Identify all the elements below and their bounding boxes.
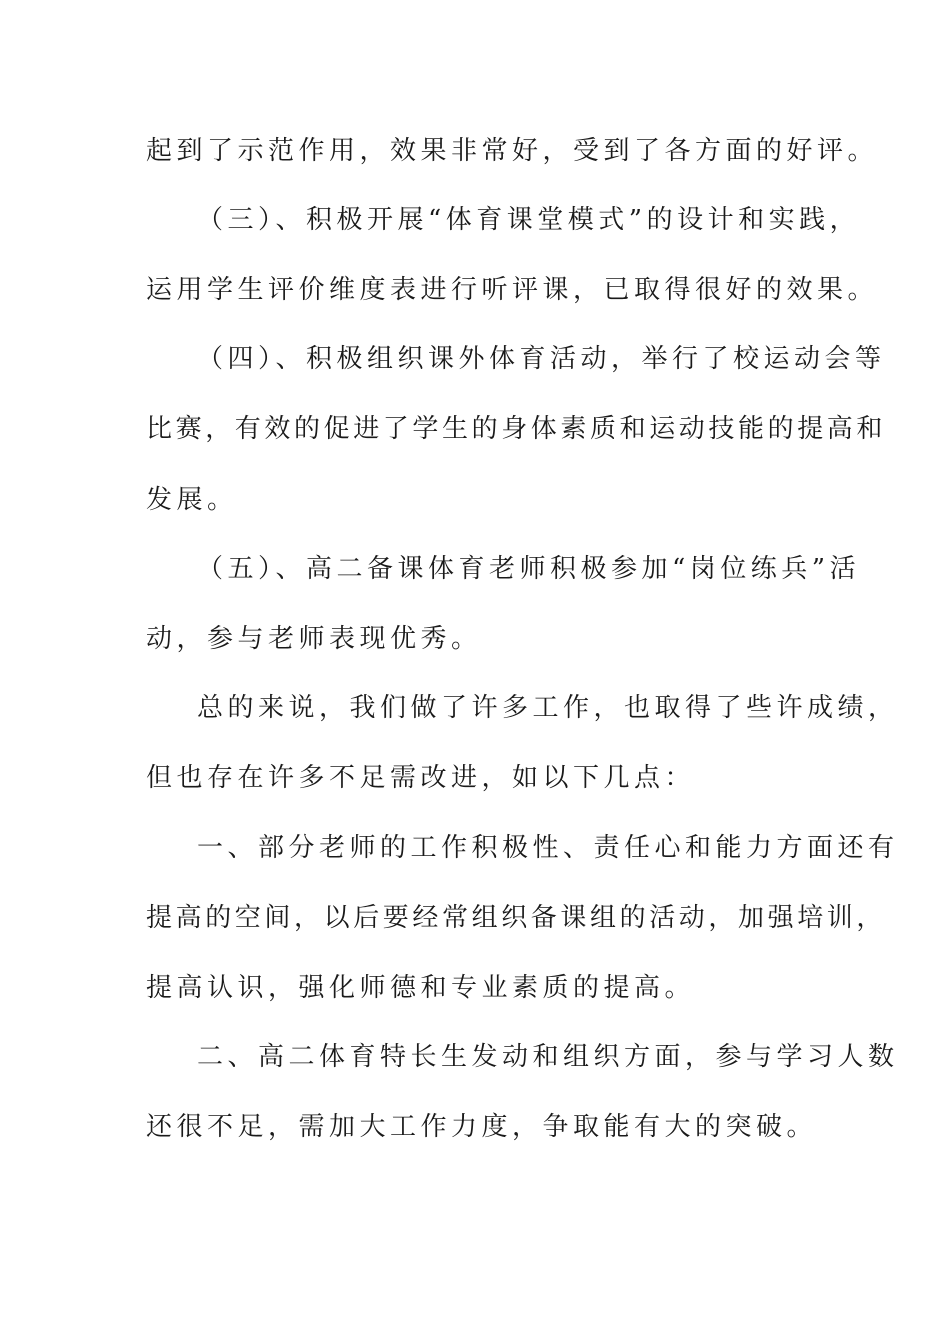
text-line-14: 二、高二体育特长生发动和组织方面，参与学习人数 bbox=[197, 1042, 899, 1072]
text-line-3: 运用学生评价维度表进行听评课，已取得很好的效果。 bbox=[146, 275, 879, 305]
text-line-12: 提高的空间，以后要经常组织备课组的活动，加强培训， bbox=[146, 903, 887, 933]
text-line-10: 但也存在许多不足需改进，如以下几点： bbox=[146, 763, 696, 793]
text-line-11: 一、部分老师的工作积极性、责任心和能力方面还有 bbox=[197, 833, 899, 863]
text-line-4: （四）、积极组织课外体育活动，举行了校运动会等 bbox=[197, 344, 886, 374]
text-line-1: 起到了示范作用，效果非常好，受到了各方面的好评。 bbox=[146, 136, 879, 166]
text-line-13: 提高认识，强化师德和专业素质的提高。 bbox=[146, 973, 696, 1003]
text-line-9: 总的来说，我们做了许多工作，也取得了些许成绩， bbox=[197, 693, 899, 723]
text-line-5: 比赛，有效的促进了学生的身体素质和运动技能的提高和 bbox=[146, 414, 887, 444]
text-line-6: 发展。 bbox=[146, 485, 238, 515]
text-line-15: 还很不足，需加大工作力度，争取能有大的突破。 bbox=[146, 1112, 818, 1142]
text-line-8: 动，参与老师表现优秀。 bbox=[146, 624, 482, 654]
text-line-2: （三）、积极开展“体育课堂模式”的设计和实践， bbox=[197, 205, 861, 235]
text-line-7: （五）、高二备课体育老师积极参加“岗位练兵”活 bbox=[197, 554, 861, 584]
